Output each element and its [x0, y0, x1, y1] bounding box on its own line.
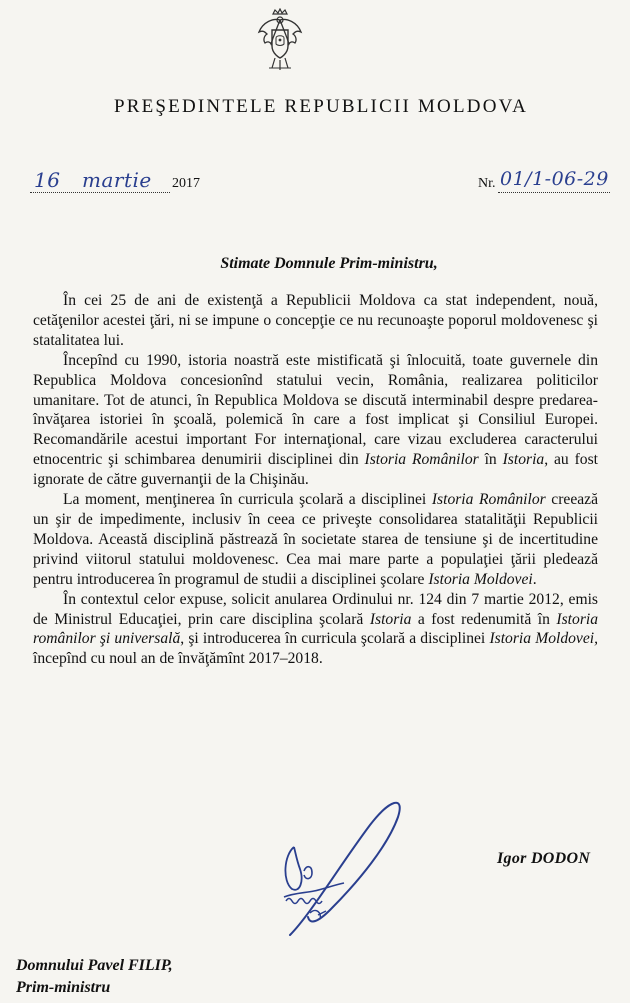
date-underline	[30, 192, 170, 193]
salutation: Stimate Domnule Prim-ministru,	[220, 255, 438, 272]
paragraph-4: În contextul celor expuse, solicit anularea Ordinului nr. 124 din 7 martie 2012, emis de Ministrul Educaţiei, prin care disciplina şcolară Istoria a fost redenumită în Istoria românilor şi universală, şi introducerea în curricula şcolară a disciplinei Istoria Moldovei, începînd cu noul an de învăţămînt 2017–2018.	[33, 590, 599, 668]
date-number-line	[30, 168, 610, 198]
coat-of-arms-icon	[255, 8, 305, 78]
addressee-block	[16, 955, 173, 999]
paragraph-3: La moment, menţinerea în curricula şcolară a disciplinei Istoria Românilor creează un şir de impedimente, inclusiv în ceea ce priveşte consolidarea statalităţii Republicii Moldova. Această disciplină păstrează în societate starea de tensiune şi de incertitudine privind viitorul statului moldovenesc. Cea mai mare parte a populaţiei ţării pledează pentru introducerea în programul de studii a disciplinei şcolare Istoria Moldovei.	[33, 491, 599, 588]
date-month: martie	[82, 168, 152, 192]
addressee-title: Prim-ministru	[16, 979, 111, 996]
institution-heading: PREŞEDINTELE REPUBLICII MOLDOVA	[113, 96, 529, 117]
paragraph-2: Începînd cu 1990, istoria noastră este mistificată şi înlocuită, toate guvernele din Republica Moldova concesionînd statului vecin, România, realizarea politicilor umanitare. Tot de atunci, în Republica Moldova se discută interminabil despre predarea-învăţarea istoriei în şcoală, polemică în care a fost implicat şi Consiliul Europei. Recomandările acestui important For internaţional, care vizau excluderea caracterului etnocentric şi schimbarea denumirii disciplinei din Istoria Românilor în Istoria, au fost ignorate de către guvernanţii de la Chişinău.	[33, 351, 598, 489]
handwritten-signature	[270, 785, 430, 945]
paragraph-1: În cei 25 de ani de existenţă a Republicii Moldova ca stat independent, nouă, cetăţenilor acestei ţări, ni se impune o concepţie ce nu recunoaşte poporul moldovenesc şi statalitatea lui.	[33, 292, 598, 349]
nr-label: Nr.	[478, 176, 496, 191]
date-year: 2017	[172, 176, 200, 191]
date-day: 16	[34, 168, 61, 192]
nr-underline	[498, 192, 610, 193]
registration-number: 01/1-06-29	[500, 168, 609, 190]
signer-name: Igor DODON	[497, 850, 591, 867]
addressee-name: Domnului Pavel FILIP,	[16, 957, 173, 974]
letter-body	[33, 291, 598, 669]
